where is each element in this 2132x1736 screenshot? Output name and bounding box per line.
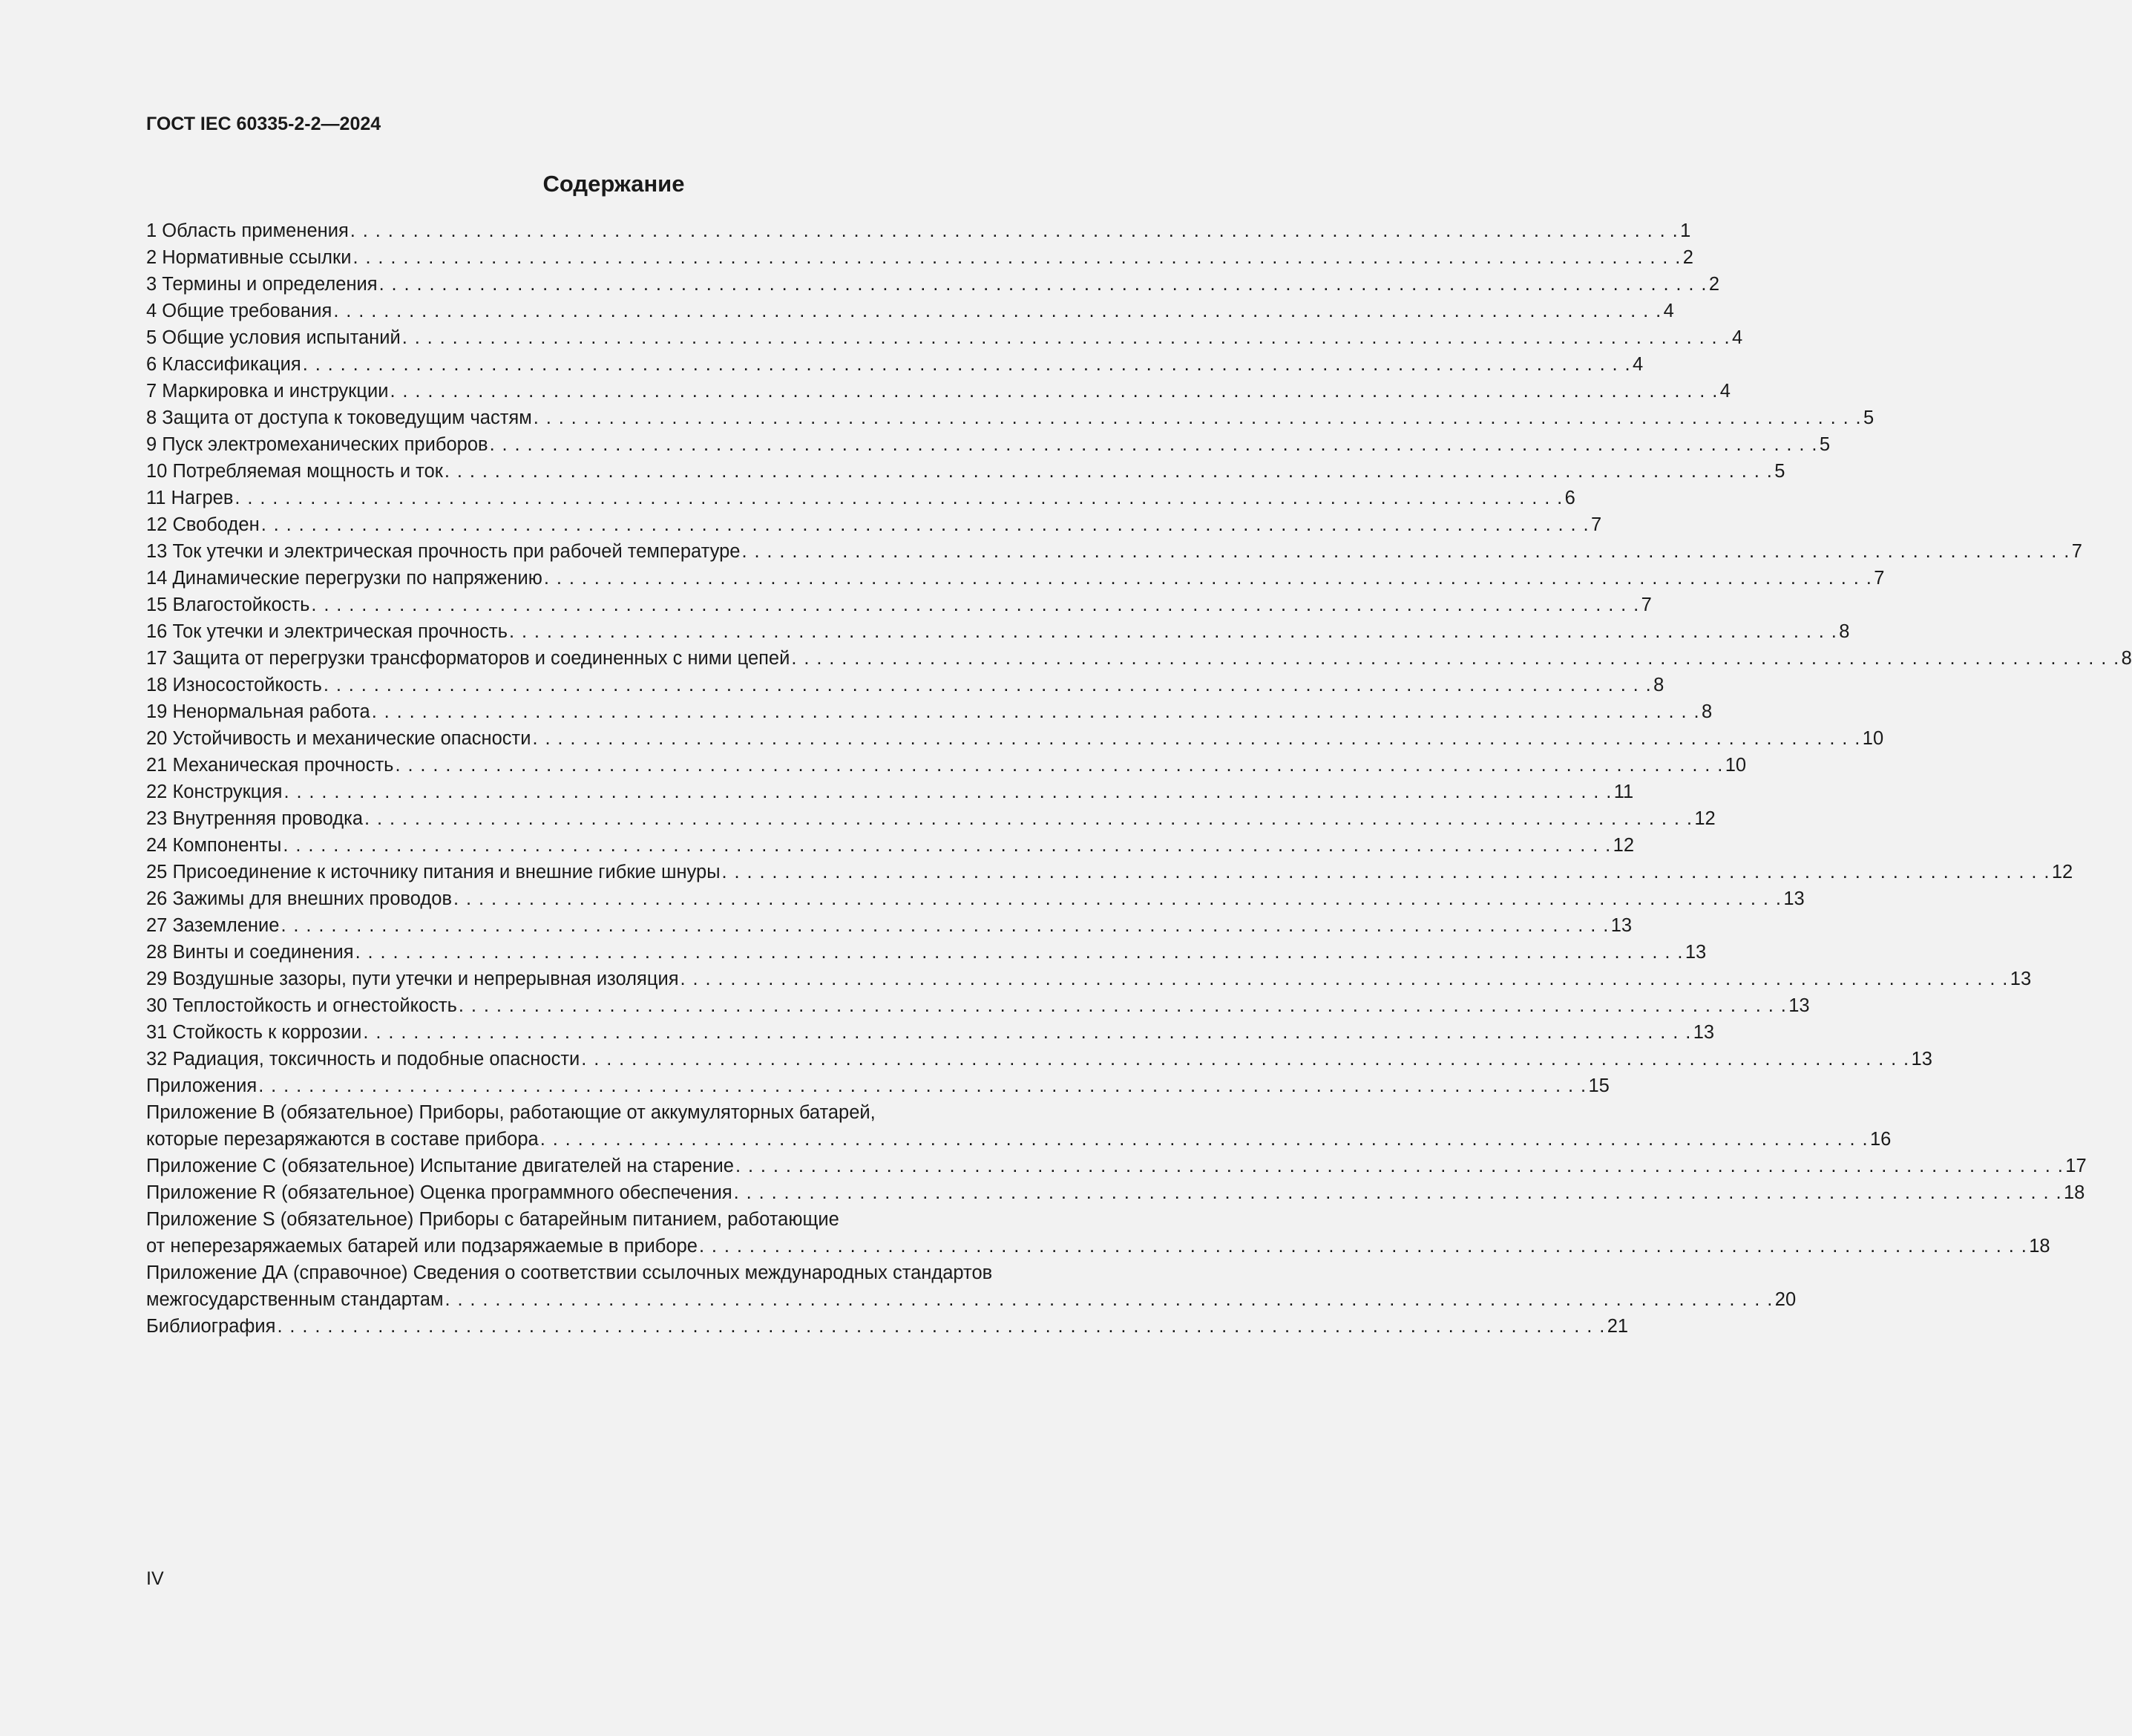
toc-entry-label: 21 Механическая прочность	[146, 755, 394, 776]
toc-entry-page: 12	[1613, 835, 1635, 856]
dot-leader: . . . . . . . . . . . . . . . . . . . . . . . . . . . . . . . . . . . . . . . . . . . . . . . . . . . . . . . . . . . . . . . . . . . . . . . . . . . . . . . . . . . . . . . . . . . . . . . . . . . . . . . . . .	[364, 808, 1693, 829]
appendix-entry-title[interactable]	[146, 1260, 1139, 1286]
toc-entry-label: 10 Потребляемая мощность и ток	[146, 461, 443, 482]
toc-entry-label: 31 Стойкость к коррозии	[146, 1022, 362, 1043]
toc-entry[interactable]	[146, 779, 1634, 805]
toc-entry-label: 23 Внутренняя проводка	[146, 808, 364, 829]
toc-entry-label: 7 Маркировка и инструкции	[146, 381, 389, 402]
toc-entry-label: 14 Динамические перегрузки по напряжению	[146, 568, 542, 589]
toc-entry[interactable]	[146, 431, 1831, 458]
toc-entry[interactable]	[146, 618, 1850, 645]
dot-leader: . . . . . . . . . . . . . . . . . . . . . . . . . . . . . . . . . . . . . . . . . . . . . . . . . . . . . . . . . . . . . . . . . . . . . . . . . . . . . . . . . . . . . . . . . . . . . . . . . . . . . . . . . .	[539, 1129, 1869, 1150]
toc-entry-label: 26 Зажимы для внешних проводов	[146, 888, 453, 909]
toc-entry[interactable]	[146, 672, 1664, 698]
dot-leader: . . . . . . . . . . . . . . . . . . . . . . . . . . . . . . . . . . . . . . . . . . . . . . . . . . . . . . . . . . . . . . . . . . . . . . . . . . . . . . . . . . . . . . . . . . . . . . . . . . . . . . . . . .	[444, 461, 1774, 482]
toc-entry[interactable]	[146, 645, 2132, 672]
toc-entry-label: 1 Область применения	[146, 220, 349, 241]
toc-entry-page: 8	[2121, 648, 2132, 669]
dot-leader: . . . . . . . . . . . . . . . . . . . . . . . . . . . . . . . . . . . . . . . . . . . . . . . . . . . . . . . . . . . . . . . . . . . . . . . . . . . . . . . . . . . . . . . . . . . . . . . . . . . . . . . . . .	[445, 1289, 1774, 1310]
toc-entry-page: 7	[1590, 514, 1602, 535]
dot-leader: . . . . . . . . . . . . . . . . . . . . . . . . . . . . . . . . . . . . . . . . . . . . . . . . . . . . . . . . . . . . . . . . . . . . . . . . . . . . . . . . . . . . . . . . . . . . . . . . . . . . . . . . . .	[458, 995, 1788, 1016]
toc-entry[interactable]	[146, 271, 1720, 298]
toc-entry-page: 2	[1682, 247, 1693, 268]
toc-entry-label: 20 Устойчивость и механические опасности	[146, 728, 531, 749]
dot-leader: . . . . . . . . . . . . . . . . . . . . . . . . . . . . . . . . . . . . . . . . . . . . . . . . . . . . . . . . . . . . . . . . . . . . . . . . . . . . . . . . . . . . . . . . . . . . . . . . . . . . . . . . . .	[453, 888, 1782, 909]
dot-leader: . . . . . . . . . . . . . . . . . . . . . . . . . . . . . . . . . . . . . . . . . . . . . . . . . . . . . . . . . . . . . . . . . . . . . . . . . . . . . . . . . . . . . . . . . . . . . . . . . . . . . . . . . .	[532, 728, 1861, 749]
toc-entry[interactable]	[146, 1072, 1610, 1099]
dot-leader: . . . . . . . . . . . . . . . . . . . . . . . . . . . . . . . . . . . . . . . . . . . . . . . . . . . . . . . . . . . . . . . . . . . . . . . . . . . . . . . . . . . . . . . . . . . . . . . . . . . . . . . . . .	[741, 541, 2070, 562]
dot-leader: . . . . . . . . . . . . . . . . . . . . . . . . . . . . . . . . . . . . . . . . . . . . . . . . . . . . . . . . . . . . . . . . . . . . . . . . . . . . . . . . . . . . . . . . . . . . . . . . . . . . . . . . . .	[363, 1022, 1692, 1043]
toc-entry[interactable]	[146, 1126, 1892, 1153]
toc-entry-page: 13	[1693, 1022, 1715, 1043]
dot-leader: . . . . . . . . . . . . . . . . . . . . . . . . . . . . . . . . . . . . . . . . . . . . . . . . . . . . . . . . . . . . . . . . . . . . . . . . . . . . . . . . . . . . . . . . . . . . . . . . . . . . . . . . . .	[234, 488, 1564, 508]
toc-entry-page: 1	[1680, 220, 1691, 241]
dot-leader: . . . . . . . . . . . . . . . . . . . . . . . . . . . . . . . . . . . . . . . . . . . . . . . . . . . . . . . . . . . . . . . . . . . . . . . . . . . . . . . . . . . . . . . . . . . . . . . . . . . . . . . . . .	[333, 301, 1662, 321]
dot-leader: . . . . . . . . . . . . . . . . . . . . . . . . . . . . . . . . . . . . . . . . . . . . . . . . . . . . . . . . . . . . . . . . . . . . . . . . . . . . . . . . . . . . . . . . . . . . . . . . . . . . . . . . . .	[311, 595, 1640, 615]
dot-leader: . . . . . . . . . . . . . . . . . . . . . . . . . . . . . . . . . . . . . . . . . . . . . . . . . . . . . . . . . . . . . . . . . . . . . . . . . . . . . . . . . . . . . . . . . . . . . . . . . . . . . . . . . .	[371, 701, 1700, 722]
toc-entry-page: 7	[1641, 595, 1652, 615]
toc-entry-label: 24 Компоненты	[146, 835, 282, 856]
toc-entry-page: 8	[1653, 675, 1664, 695]
toc-entry[interactable]	[146, 538, 2082, 565]
dot-leader: . . . . . . . . . . . . . . . . . . . . . . . . . . . . . . . . . . . . . . . . . . . . . . . . . . . . . . . . . . . . . . . . . . . . . . . . . . . . . . . . . . . . . . . . . . . . . . . . . . . . . . . . . .	[352, 247, 1682, 268]
toc-entry-label: Приложения	[146, 1075, 258, 1096]
toc-entry[interactable]	[146, 805, 1716, 832]
appendix-entry-label: Приложение ДА (справочное) Сведения о соответствии ссылочных международных стандартов	[146, 1262, 993, 1283]
dot-leader: . . . . . . . . . . . . . . . . . . . . . . . . . . . . . . . . . . . . . . . . . . . . . . . . . . . . . . . . . . . . . . . . . . . . . . . . . . . . . . . . . . . . . . . . . . . . . . . . . . . . . . . . . .	[395, 755, 1724, 776]
dot-leader: . . . . . . . . . . . . . . . . . . . . . . . . . . . . . . . . . . . . . . . . . . . . . . . . . . . . . . . . . . . . . . . . . . . . . . . . . . . . . . . . . . . . . . . . . . . . . . . . . . . . . . . . . .	[698, 1236, 2028, 1257]
toc-entry[interactable]	[146, 298, 1674, 324]
dot-leader: . . . . . . . . . . . . . . . . . . . . . . . . . . . . . . . . . . . . . . . . . . . . . . . . . . . . . . . . . . . . . . . . . . . . . . . . . . . . . . . . . . . . . . . . . . . . . . . . . . . . . . . . . .	[791, 648, 2120, 669]
toc-entry-page: 17	[2065, 1156, 2087, 1176]
dot-leader: . . . . . . . . . . . . . . . . . . . . . . . . . . . . . . . . . . . . . . . . . . . . . . . . . . . . . . . . . . . . . . . . . . . . . . . . . . . . . . . . . . . . . . . . . . . . . . . . . . . . . . . . . .	[302, 354, 1631, 375]
page-number: IV	[146, 1568, 164, 1589]
dot-leader: . . . . . . . . . . . . . . . . . . . . . . . . . . . . . . . . . . . . . . . . . . . . . . . . . . . . . . . . . . . . . . . . . . . . . . . . . . . . . . . . . . . . . . . . . . . . . . . . . . . . . . . . . .	[323, 675, 1653, 695]
toc-entry-page: 2	[1708, 274, 1720, 295]
toc-entry-page: 13	[1685, 942, 1707, 963]
toc-entry-label: Приложение C (обязательное) Испытание двигателей на старение	[146, 1156, 734, 1176]
toc-entry[interactable]	[146, 324, 1743, 351]
toc-entry-label: 27 Заземление	[146, 915, 280, 936]
toc-entry[interactable]	[146, 244, 1693, 271]
toc-entry[interactable]	[146, 752, 1747, 779]
toc-entry-page: 5	[1863, 407, 1874, 428]
toc-entry-label: 29 Воздушные зазоры, пути утечки и непрерывная изоляция	[146, 969, 679, 989]
toc-entry-label: 19 Ненормальная работа	[146, 701, 370, 722]
toc-entry[interactable]	[146, 351, 1644, 378]
appendix-entry-title[interactable]	[146, 1099, 1139, 1126]
dot-leader: . . . . . . . . . . . . . . . . . . . . . . . . . . . . . . . . . . . . . . . . . . . . . . . . . . . . . . . . . . . . . . . . . . . . . . . . . . . . . . . . . . . . . . . . . . . . . . . . . . . . . . . . . .	[533, 407, 1863, 428]
dot-leader: . . . . . . . . . . . . . . . . . . . . . . . . . . . . . . . . . . . . . . . . . . . . . . . . . . . . . . . . . . . . . . . . . . . . . . . . . . . . . . . . . . . . . . . . . . . . . . . . . . . . . . . . . .	[581, 1049, 1910, 1070]
toc-entry-label: 9 Пуск электромеханических приборов	[146, 434, 488, 455]
dot-leader: . . . . . . . . . . . . . . . . . . . . . . . . . . . . . . . . . . . . . . . . . . . . . . . . . . . . . . . . . . . . . . . . . . . . . . . . . . . . . . . . . . . . . . . . . . . . . . . . . . . . . . . . . .	[355, 942, 1684, 963]
toc-entry-label: 8 Защита от доступа к токоведущим частям	[146, 407, 532, 428]
toc-entry[interactable]	[146, 1153, 2087, 1179]
toc-entry-label: Библиография	[146, 1316, 276, 1337]
toc-entry[interactable]	[146, 1046, 1932, 1072]
dot-leader: . . . . . . . . . . . . . . . . . . . . . . . . . . . . . . . . . . . . . . . . . . . . . . . . . . . . . . . . . . . . . . . . . . . . . . . . . . . . . . . . . . . . . . . . . . . . . . . . . . . . . . . . . .	[508, 621, 1838, 642]
appendix-entry-label: Приложение B (обязательное) Приборы, работающие от аккумуляторных батарей,	[146, 1102, 876, 1123]
toc-entry[interactable]	[146, 832, 1635, 859]
toc-entry-label: 22 Конструкция	[146, 782, 283, 802]
toc-entry-page: 8	[1839, 621, 1850, 642]
dot-leader: . . . . . . . . . . . . . . . . . . . . . . . . . . . . . . . . . . . . . . . . . . . . . . . . . . . . . . . . . . . . . . . . . . . . . . . . . . . . . . . . . . . . . . . . . . . . . . . . . . . . . . . . . .	[277, 1316, 1606, 1337]
toc-entry[interactable]	[146, 725, 1884, 752]
toc-entry-page: 11	[1613, 782, 1634, 802]
toc-entry[interactable]	[146, 1286, 1797, 1313]
toc-entry-page: 4	[1732, 327, 1743, 348]
toc-entry[interactable]	[146, 992, 1810, 1019]
dot-leader: . . . . . . . . . . . . . . . . . . . . . . . . . . . . . . . . . . . . . . . . . . . . . . . . . . . . . . . . . . . . . . . . . . . . . . . . . . . . . . . . . . . . . . . . . . . . . . . . . . . . . . . . . .	[283, 782, 1613, 802]
toc-entry-label: 30 Теплостойкость и огнестойкость	[146, 995, 457, 1016]
toc-entry[interactable]	[146, 1019, 1715, 1046]
toc-entry-page: 12	[1694, 808, 1716, 829]
dot-leader: . . . . . . . . . . . . . . . . . . . . . . . . . . . . . . . . . . . . . . . . . . . . . . . . . . . . . . . . . . . . . . . . . . . . . . . . . . . . . . . . . . . . . . . . . . . . . . . . . . . . . . . . . .	[390, 381, 1719, 402]
toc-entry-label: 16 Ток утечки и электрическая прочность	[146, 621, 508, 642]
toc-entry-page: 5	[1819, 434, 1831, 455]
dot-leader: . . . . . . . . . . . . . . . . . . . . . . . . . . . . . . . . . . . . . . . . . . . . . . . . . . . . . . . . . . . . . . . . . . . . . . . . . . . . . . . . . . . . . . . . . . . . . . . . . . . . . . . . . .	[283, 835, 1612, 856]
toc-entry-label: 18 Износостойкость	[146, 675, 322, 695]
toc-entry[interactable]	[146, 885, 1805, 912]
appendix-entry-label: Приложение S (обязательное) Приборы с батарейным питанием, работающие	[146, 1209, 839, 1230]
toc-entry[interactable]	[146, 1233, 2050, 1260]
toc-entry-page: 13	[1783, 888, 1805, 909]
dot-leader: . . . . . . . . . . . . . . . . . . . . . . . . . . . . . . . . . . . . . . . . . . . . . . . . . . . . . . . . . . . . . . . . . . . . . . . . . . . . . . . . . . . . . . . . . . . . . . . . . . . . . . . . . .	[733, 1182, 2062, 1203]
toc-entry[interactable]	[146, 217, 1691, 244]
toc-entry-page: 6	[1564, 488, 1575, 508]
toc-entry-label: которые перезаряжаются в составе прибора	[146, 1129, 539, 1150]
toc-entry-page: 12	[2051, 862, 2073, 882]
toc-entry-label: межгосударственным стандартам	[146, 1289, 444, 1310]
toc-entry[interactable]	[146, 698, 1713, 725]
toc-entry[interactable]	[146, 511, 1602, 538]
toc-title: Содержание	[542, 171, 685, 197]
toc-entry-label: 4 Общие требования	[146, 301, 332, 321]
toc-entry-label: 25 Присоединение к источнику питания и внешние гибкие шнуры	[146, 862, 721, 882]
toc-entry-page: 10	[1725, 755, 1747, 776]
toc-entry-page: 4	[1663, 301, 1674, 321]
toc-entry-label: 28 Винты и соединения	[146, 942, 354, 963]
appendix-entry-title[interactable]	[146, 1206, 1139, 1233]
toc-entry-label: 17 Защита от перегрузки трансформаторов и соединенных с ними цепей	[146, 648, 790, 669]
toc-entry-page: 13	[1788, 995, 1810, 1016]
toc-entry-page: 16	[1870, 1129, 1892, 1150]
toc-entry[interactable]	[146, 1179, 2085, 1206]
toc-entry[interactable]	[146, 592, 1652, 618]
toc-entry-label: Приложение R (обязательное) Оценка программного обеспечения	[146, 1182, 732, 1203]
dot-leader: . . . . . . . . . . . . . . . . . . . . . . . . . . . . . . . . . . . . . . . . . . . . . . . . . . . . . . . . . . . . . . . . . . . . . . . . . . . . . . . . . . . . . . . . . . . . . . . . . . . . . . . . . .	[489, 434, 1818, 455]
toc-entry[interactable]	[146, 378, 1731, 404]
toc-entry-label: 6 Классификация	[146, 354, 301, 375]
toc-entry-label: 11 Нагрев	[146, 488, 234, 508]
dot-leader: . . . . . . . . . . . . . . . . . . . . . . . . . . . . . . . . . . . . . . . . . . . . . . . . . . . . . . . . . . . . . . . . . . . . . . . . . . . . . . . . . . . . . . . . . . . . . . . . . . . . . . . . . .	[735, 1156, 2064, 1176]
dot-leader: . . . . . . . . . . . . . . . . . . . . . . . . . . . . . . . . . . . . . . . . . . . . . . . . . . . . . . . . . . . . . . . . . . . . . . . . . . . . . . . . . . . . . . . . . . . . . . . . . . . . . . . . . .	[378, 274, 1708, 295]
toc-entry[interactable]	[146, 458, 1785, 485]
toc-entry-label: 3 Термины и определения	[146, 274, 378, 295]
toc-entry-page: 13	[1610, 915, 1633, 936]
toc-entry[interactable]	[146, 859, 2073, 885]
toc-entry-label: 32 Радиация, токсичность и подобные опасности	[146, 1049, 580, 1070]
dot-leader: . . . . . . . . . . . . . . . . . . . . . . . . . . . . . . . . . . . . . . . . . . . . . . . . . . . . . . . . . . . . . . . . . . . . . . . . . . . . . . . . . . . . . . . . . . . . . . . . . . . . . . . . . .	[721, 862, 2050, 882]
dot-leader: . . . . . . . . . . . . . . . . . . . . . . . . . . . . . . . . . . . . . . . . . . . . . . . . . . . . . . . . . . . . . . . . . . . . . . . . . . . . . . . . . . . . . . . . . . . . . . . . . . . . . . . . . .	[680, 969, 2009, 989]
toc-entry-page: 4	[1633, 354, 1644, 375]
toc-entry-label: 15 Влагостойкость	[146, 595, 310, 615]
document-code: ГОСТ IEC 60335-2-2—2024	[146, 114, 381, 134]
toc-entry[interactable]	[146, 966, 2032, 992]
dot-leader: . . . . . . . . . . . . . . . . . . . . . . . . . . . . . . . . . . . . . . . . . . . . . . . . . . . . . . . . . . . . . . . . . . . . . . . . . . . . . . . . . . . . . . . . . . . . . . . . . . . . . . . . . .	[350, 220, 1679, 241]
toc-entry-label: 2 Нормативные ссылки	[146, 247, 352, 268]
toc-entry-page: 18	[2029, 1236, 2050, 1257]
toc-entry-page: 13	[2010, 969, 2032, 989]
toc-entry[interactable]	[146, 939, 1707, 966]
toc-entry-label: 5 Общие условия испытаний	[146, 327, 401, 348]
toc-entry-label: 12 Свободен	[146, 514, 260, 535]
dot-leader: . . . . . . . . . . . . . . . . . . . . . . . . . . . . . . . . . . . . . . . . . . . . . . . . . . . . . . . . . . . . . . . . . . . . . . . . . . . . . . . . . . . . . . . . . . . . . . . . . . . . . . . . . .	[543, 568, 1873, 589]
toc-entry-page: 18	[2063, 1182, 2085, 1203]
toc-entry[interactable]	[146, 485, 1575, 511]
toc-entry-page: 7	[2071, 541, 2082, 562]
toc-entry[interactable]	[146, 1313, 1629, 1340]
dot-leader: . . . . . . . . . . . . . . . . . . . . . . . . . . . . . . . . . . . . . . . . . . . . . . . . . . . . . . . . . . . . . . . . . . . . . . . . . . . . . . . . . . . . . . . . . . . . . . . . . . . . . . . . . .	[281, 915, 1610, 936]
table-of-contents	[146, 217, 2132, 1340]
toc-entry-page: 21	[1607, 1316, 1629, 1337]
dot-leader: . . . . . . . . . . . . . . . . . . . . . . . . . . . . . . . . . . . . . . . . . . . . . . . . . . . . . . . . . . . . . . . . . . . . . . . . . . . . . . . . . . . . . . . . . . . . . . . . . . . . . . . . . .	[401, 327, 1731, 348]
toc-entry-label: 13 Ток утечки и электрическая прочность при рабочей температуре	[146, 541, 741, 562]
toc-entry-page: 7	[1874, 568, 1885, 589]
toc-entry[interactable]	[146, 912, 1633, 939]
toc-entry-page: 5	[1774, 461, 1785, 482]
toc-entry-page: 10	[1862, 728, 1884, 749]
dot-leader: . . . . . . . . . . . . . . . . . . . . . . . . . . . . . . . . . . . . . . . . . . . . . . . . . . . . . . . . . . . . . . . . . . . . . . . . . . . . . . . . . . . . . . . . . . . . . . . . . . . . . . . . . .	[258, 1075, 1587, 1096]
toc-entry[interactable]	[146, 404, 1874, 431]
toc-entry-page: 4	[1719, 381, 1731, 402]
toc-entry-page: 8	[1701, 701, 1713, 722]
toc-entry[interactable]	[146, 565, 1885, 592]
toc-entry-label: от неперезаряжаемых батарей или подзаряжаемые в приборе	[146, 1236, 698, 1257]
toc-entry-page: 13	[1911, 1049, 1932, 1070]
toc-entry-page: 20	[1774, 1289, 1797, 1310]
toc-entry-page: 15	[1588, 1075, 1610, 1096]
dot-leader: . . . . . . . . . . . . . . . . . . . . . . . . . . . . . . . . . . . . . . . . . . . . . . . . . . . . . . . . . . . . . . . . . . . . . . . . . . . . . . . . . . . . . . . . . . . . . . . . . . . . . . . . . .	[260, 514, 1590, 535]
